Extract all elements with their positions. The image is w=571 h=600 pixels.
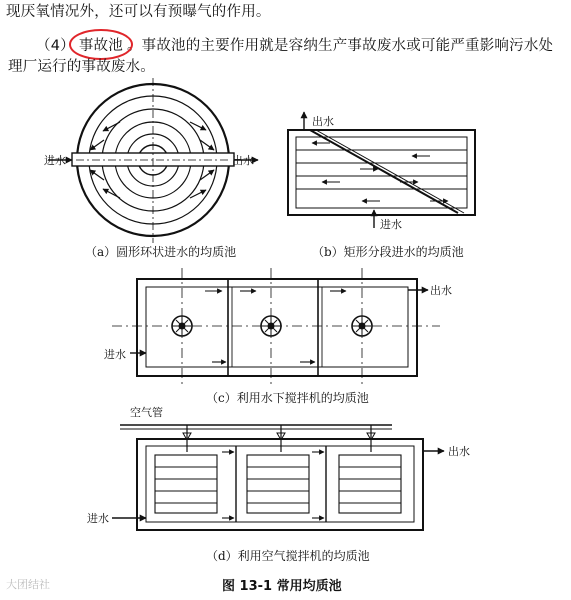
diagram-c-submersible-mixer-tank: [112, 268, 440, 386]
paragraph-line-2-rest: 。事故池的主要作用就是容纳生产事故废水或可能严重影响污水处: [126, 38, 554, 54]
diagram-a-caption: （a）圆形环状进水的均质池: [85, 245, 237, 259]
figure-title: 图 13-1 常用均质池: [222, 579, 342, 594]
paragraph-line-3: 理厂运行的事故废水。: [8, 59, 155, 75]
item-number: （4）: [36, 38, 75, 54]
diagram-d-outlet-label: 出水: [448, 445, 470, 458]
diagram-c-caption: （c）利用水下搅拌机的均质池: [206, 391, 369, 405]
diagram-d-air-mixing-tank: [112, 425, 444, 530]
diagram-b-inlet-label: 进水: [380, 218, 402, 231]
diagram-b-outlet-label: 出水: [312, 115, 334, 128]
diagram-b-rectangular-tank: [288, 112, 475, 228]
paragraph-line-1: 现厌氧情况外，还可以有预曝气的作用。: [6, 4, 271, 20]
diagram-a-inlet-label: 进水: [44, 154, 66, 167]
diagram-d-caption: （d）利用空气搅拌机的均质池: [206, 549, 370, 563]
diagram-a-circular-tank: [48, 78, 258, 243]
aeration-grid-2: [247, 455, 309, 513]
diagram-a-outlet-label: 出水: [232, 154, 254, 167]
aeration-grid-3: [339, 455, 401, 513]
diagram-c-outlet-label: 出水: [430, 284, 452, 297]
diagram-d-inlet-label: 进水: [87, 512, 109, 525]
mixer-icon-3: [352, 316, 372, 336]
aeration-grid-1: [155, 455, 217, 513]
diagram-d-air-pipe-label: 空气管: [130, 406, 163, 419]
diagram-c-inlet-label: 进水: [104, 348, 126, 361]
diagram-b-caption: （b）矩形分段进水的均质池: [312, 245, 464, 259]
mixer-icon-1: [172, 316, 192, 336]
highlighted-term-accident-pool: 事故池: [75, 34, 127, 55]
mixer-icon-2: [261, 316, 281, 336]
watermark: 大团结社: [6, 578, 50, 591]
